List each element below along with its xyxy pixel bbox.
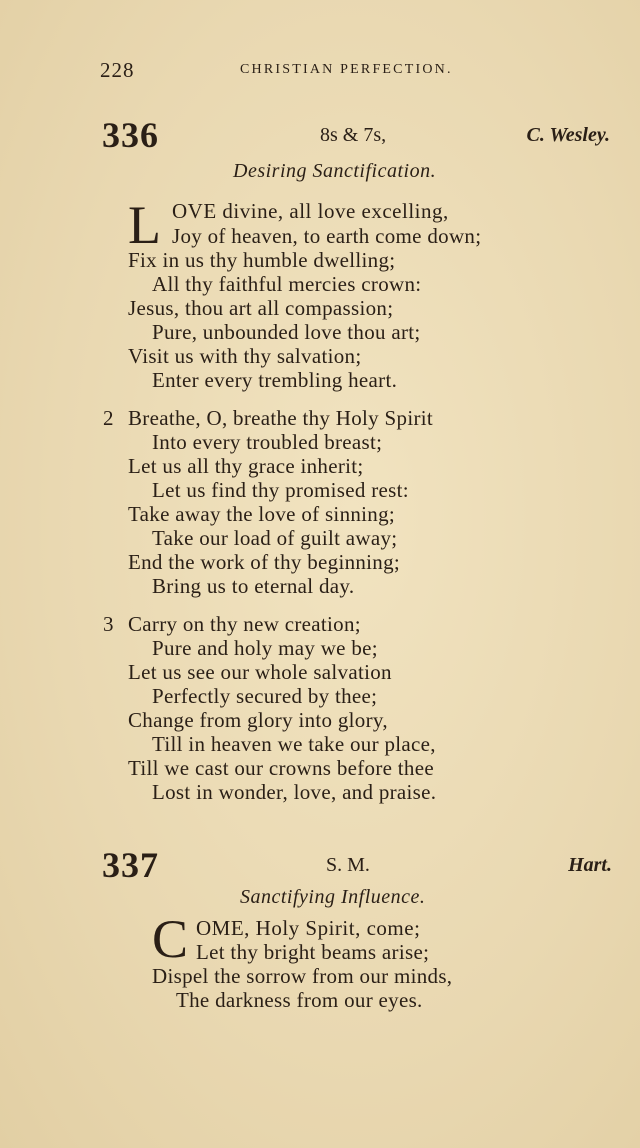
stanza-line: Pure, unbounded love thou art;: [152, 320, 421, 344]
hymn-number: 336: [102, 115, 159, 155]
stanza-line: Let us all thy grace inherit;: [128, 454, 364, 478]
hymn-subtitle: Sanctifying Influence.: [240, 886, 426, 908]
stanza-line: Carry on thy new creation;: [128, 612, 361, 636]
stanza-line: Joy of heaven, to earth come down;: [172, 224, 482, 248]
hymn-author: C. Wesley.: [526, 124, 610, 146]
stanza-line: OVE divine, all love excelling,: [172, 199, 449, 223]
drop-cap: L: [128, 195, 161, 255]
stanza-line: Jesus, thou art all compassion;: [128, 296, 394, 320]
running-head: [0, 58, 640, 82]
hymn-number: 337: [102, 845, 159, 885]
stanza-line: Lost in wonder, love, and praise.: [152, 780, 437, 804]
stanza-line: Enter every trembling heart.: [152, 368, 398, 392]
hymn-author: Hart.: [568, 854, 612, 876]
stanza-line: All thy faithful mercies crown:: [152, 272, 422, 296]
stanza-line: Pure and holy may we be;: [152, 636, 378, 660]
stanza-line: The darkness from our eyes.: [176, 988, 423, 1012]
stanza-line: Take away the love of sinning;: [128, 502, 396, 526]
stanza-number: 3: [103, 612, 114, 636]
stanza-line: End the work of thy beginning;: [128, 550, 401, 574]
stanza-line: Dispel the sorrow from our minds,: [152, 964, 453, 988]
stanza-line: Let thy bright beams arise;: [196, 940, 430, 964]
stanza-line: Till in heaven we take our place,: [152, 732, 436, 756]
stanza-line: Till we cast our crowns before thee: [128, 756, 434, 780]
stanza-line: Fix in us thy humble dwelling;: [128, 248, 396, 272]
hymn-subtitle: Desiring Sanctification.: [233, 160, 437, 182]
stanza-line: Breathe, O, breathe thy Holy Spirit: [128, 406, 434, 430]
drop-cap: C: [152, 909, 189, 969]
stanza-line: Visit us with thy salvation;: [128, 344, 362, 368]
page-number: 228: [100, 58, 135, 82]
hymn-meter: 8s & 7s,: [320, 124, 387, 146]
stanza-line: Into every troubled breast;: [152, 430, 383, 454]
stanza-line: Take our load of guilt away;: [152, 526, 398, 550]
stanza-line: Let us find thy promised rest:: [152, 478, 409, 502]
stanza-line: Bring us to eternal day.: [152, 574, 355, 598]
stanza-line: Let us see our whole salvation: [128, 660, 392, 684]
hymn-336-header: [0, 114, 640, 158]
hymn-337-header: [0, 844, 640, 888]
stanza-line: Change from glory into glory,: [128, 708, 388, 732]
stanza-line: OME, Holy Spirit, come;: [196, 916, 421, 940]
hymn-meter: S. M.: [326, 854, 370, 876]
stanza-line: Perfectly secured by thee;: [152, 684, 378, 708]
running-title: CHRISTIAN PERFECTION.: [240, 62, 453, 77]
stanza-number: 2: [103, 406, 114, 430]
